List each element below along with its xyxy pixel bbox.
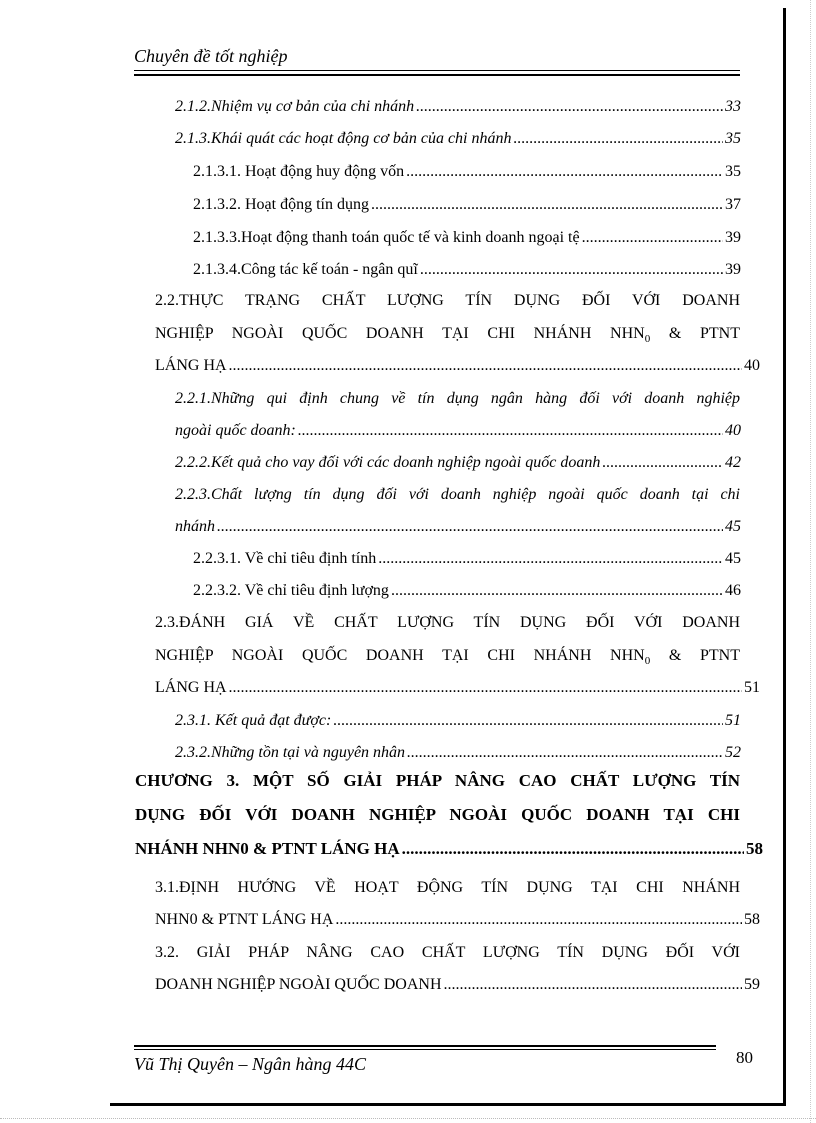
header-title: Chuyên đề tốt nghiệp xyxy=(134,46,288,66)
toc-entry[interactable]: 2.2.2.Kết quả cho vay đối với các doanh nghiệp ngoài quốc doanh ..... 42 xyxy=(175,453,741,473)
header-rule xyxy=(134,70,740,71)
toc-entry-line[interactable]: NGHIỆP NGOÀI QUỐC DOANH TẠI CHI NHÁNH $NHN_0$ & PTNT xyxy=(155,325,740,346)
toc-entry-line[interactable]: 3.2. GIẢI PHÁP NÂNG CAO CHẤT LƯỢNG TÍN DỤNG ĐỐI VỚI xyxy=(155,944,740,961)
toc-entry[interactable]: 2.1.3.4.Công tác kế toán - ngân quĩ ..... 39 xyxy=(193,260,741,280)
toc-entry[interactable]: 2.1.3.3.Hoạt động thanh toán quốc tế và kinh doanh ngoại tệ ..... 39 xyxy=(193,228,741,248)
page-number: 80 xyxy=(736,1048,753,1067)
toc-entry[interactable]: NHN0 & PTNT LÁNG HẠ ..... 58 xyxy=(155,910,760,930)
footer-author: Vũ Thị Quyên – Ngân hàng 44C xyxy=(134,1054,366,1074)
toc-entry[interactable]: ngoài quốc doanh: ..... 40 xyxy=(175,421,741,441)
footer-rule-thick xyxy=(134,1045,716,1047)
toc-entry[interactable]: nhánh ..... 45 xyxy=(175,517,741,537)
toc-entry[interactable]: LÁNG HẠ ..... 51 xyxy=(155,678,760,698)
toc-entry[interactable]: LÁNG HẠ ..... 40 xyxy=(155,356,760,376)
toc-entry-line[interactable]: 3.1.ĐỊNH HƯỚNG VỀ HOẠT ĐỘNG TÍN DỤNG TẠI CHI NHÁNH xyxy=(155,879,740,896)
toc-entry-line[interactable]: NGHIỆP NGOÀI QUỐC DOANH TẠI CHI NHÁNH $NHN_0$ & PTNT xyxy=(155,647,740,668)
toc-entry[interactable]: 2.2.3.1. Về chỉ tiêu định tính ..... 45 xyxy=(193,549,741,569)
toc-entry[interactable]: 2.1.3.2. Hoạt động tín dụng ..... 37 xyxy=(193,195,741,215)
toc-entry[interactable]: DOANH NGHIỆP NGOÀI QUỐC DOANH ..... 59 xyxy=(155,975,760,995)
toc-entry[interactable]: 2.3.2.Những tồn tại và nguyên nhân ..... 52 xyxy=(175,743,741,763)
toc-entry[interactable]: 2.2.3.2. Về chỉ tiêu định lượng ..... 46 xyxy=(193,581,741,601)
toc-entry-line[interactable]: 2.2.1.Những qui định chung về tín dụng ngân hàng đối với doanh nghiệp xyxy=(175,390,740,407)
toc-entry[interactable]: 2.1.3.Khái quát các hoạt động cơ bản của chi nhánh ..... 35 xyxy=(175,129,741,149)
chapter-heading-line[interactable]: DỤNG ĐỐI VỚI DOANH NGHIỆP NGOÀI QUỐC DOANH TẠI CHI xyxy=(135,805,740,824)
header-rule-thick xyxy=(134,74,740,76)
page-edge-bottom xyxy=(0,1118,816,1119)
toc-entry[interactable]: 2.1.3.1. Hoạt động huy động vốn ..... 35 xyxy=(193,162,741,182)
toc-entry-line[interactable]: 2.2.3.Chất lượng tín dụng đối với doanh nghiệp ngoài quốc doanh tại chi xyxy=(175,486,740,503)
toc-entry[interactable]: 2.1.2.Nhiệm vụ cơ bản của chi nhánh ..... 33 xyxy=(175,97,741,117)
toc-entry-line[interactable]: 2.2.THỰC TRẠNG CHẤT LƯỢNG TÍN DỤNG ĐỐI VỚI DOANH xyxy=(155,292,740,309)
footer-rule xyxy=(134,1049,716,1050)
chapter-heading-entry[interactable]: NHÁNH NHN0 & PTNT LÁNG HẠ ..... 58 xyxy=(135,839,763,859)
toc-entry[interactable]: 2.3.1. Kết quả đạt được: ..... 51 xyxy=(175,711,741,731)
toc-entry-line[interactable]: 2.3.ĐÁNH GIÁ VỀ CHẤT LƯỢNG TÍN DỤNG ĐỐI VỚI DOANH xyxy=(155,614,740,631)
page-edge-right xyxy=(810,0,811,1123)
chapter-heading-line[interactable]: CHƯƠNG 3. MỘT SỐ GIẢI PHÁP NÂNG CAO CHẤT LƯỢNG TÍN xyxy=(135,771,740,790)
